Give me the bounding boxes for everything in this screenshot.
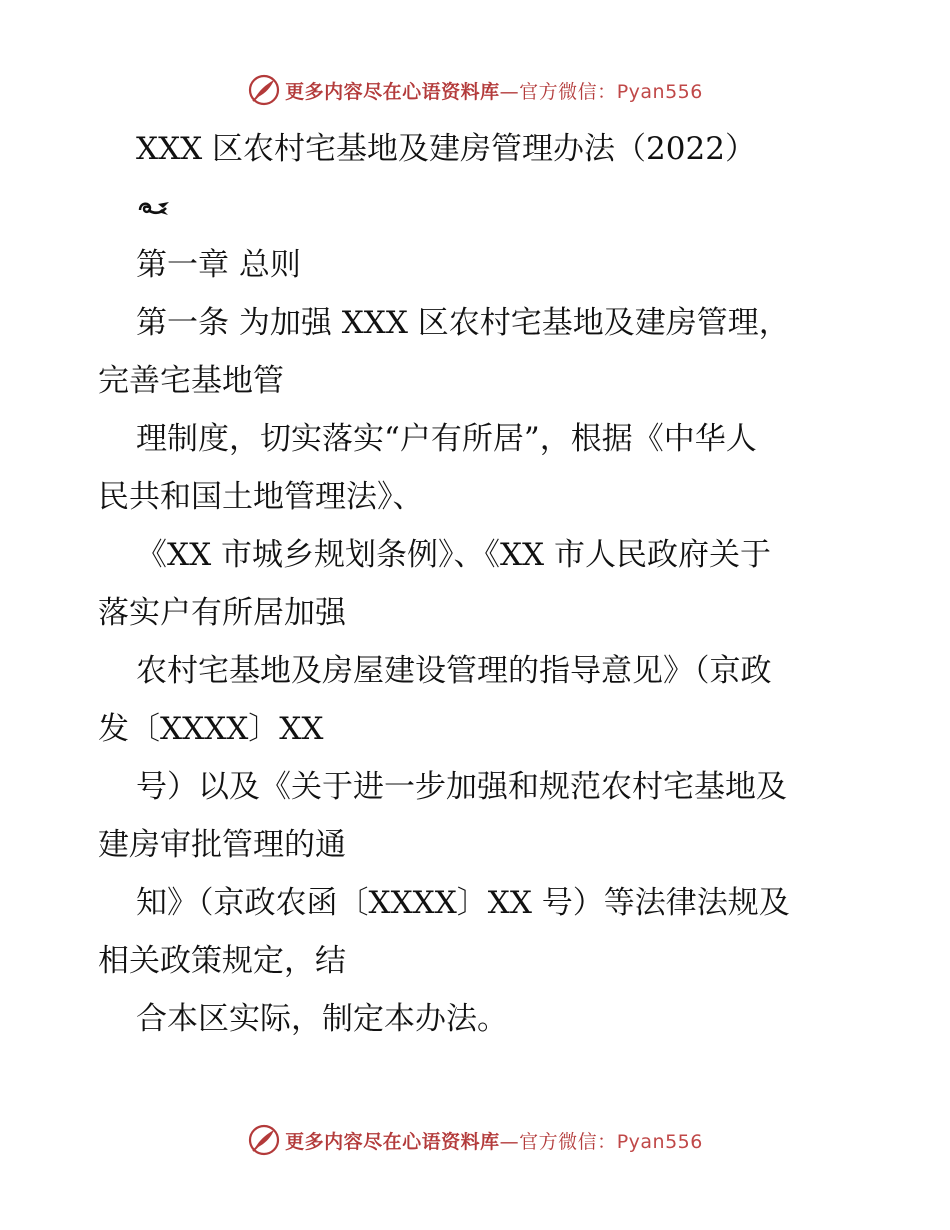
banner-text [285,77,703,104]
banner-site-name: 更多内容尽在心语资料库 [285,80,500,103]
paragraph-line: 合本区实际，制定本办法。 [136,1001,508,1037]
feather-pen-icon [247,1123,281,1157]
header-watermark-banner [0,70,950,110]
banner-wechat-id: Pyan556 [616,1130,703,1153]
paragraph-line: 相关政策规定，结 [98,943,346,979]
paragraph-line: 《XX 市城乡规划条例》、《XX 市人民政府关于 [136,537,771,573]
banner-text [285,1127,703,1154]
chapter-heading: 第一章 总则 [136,247,301,283]
paragraph-line: 民共和国土地管理法》、 [98,479,424,515]
paragraph-line: 完善宅基地管 [98,363,284,399]
banner-wechat-label: —官方微信： [499,1130,617,1153]
document-title: XXX 区农村宅基地及建房管理办法（2022） [136,131,756,167]
paragraph-line: 落实户有所居加强 [98,595,346,631]
ornament [98,178,858,236]
paragraph-line: 号）以及《关于进一步加强和规范农村宅基地及 [136,769,787,805]
banner-site-name: 更多内容尽在心语资料库 [285,1130,500,1153]
document-body [98,120,858,1048]
banner-wechat-id: Pyan556 [616,80,703,103]
scroll-flourish-icon [136,194,172,220]
paragraph-line: 理制度，切实落实“户有所居”，根据《中华人 [136,421,757,457]
feather-pen-icon [247,73,281,107]
paragraph-line: 第一条 为加强 XXX 区农村宅基地及建房管理， [136,305,790,341]
footer-watermark-banner [0,1120,950,1160]
paragraph-line: 建房审批管理的通 [98,827,346,863]
banner-wechat-label: —官方微信： [499,80,617,103]
paragraph-line: 知》（京政农函〔XXXX〕XX 号）等法律法规及 [136,885,790,921]
paragraph-line: 农村宅基地及房屋建设管理的指导意见》（京政 [136,653,772,689]
paragraph-line: 发〔XXXX〕XX [98,711,324,747]
